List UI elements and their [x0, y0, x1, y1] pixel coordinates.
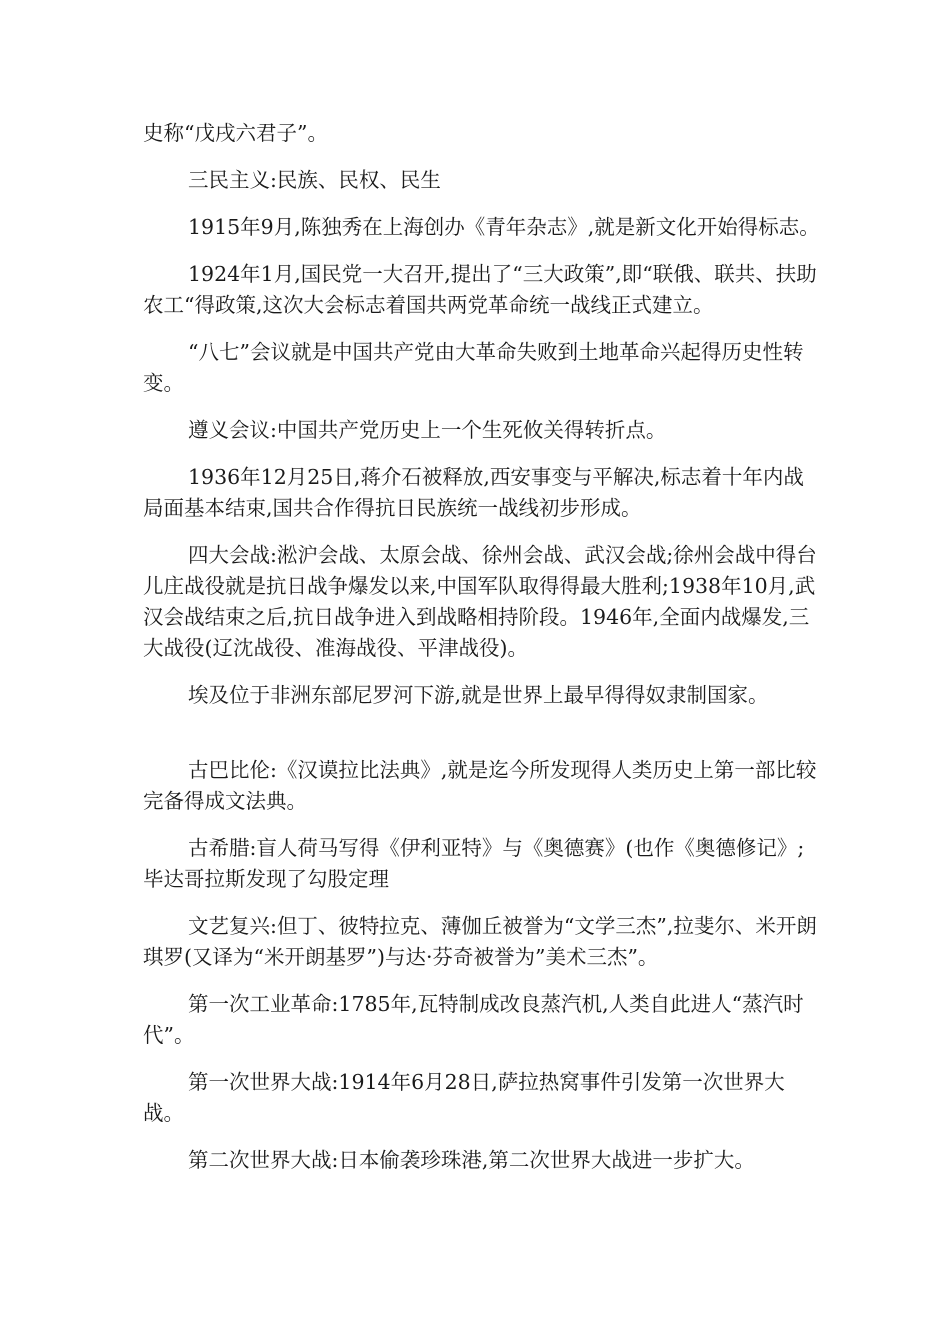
paragraph-renaissance: 文艺复兴:但丁、彼特拉克、薄伽丘被誉为“文学三杰”,拉斐尔、米开朗琪罗(又译为“米开朗基罗”)与达·芬奇被誉为”美术三杰”。: [143, 914, 817, 969]
paragraph-ww1: 第一次世界大战:1914年6月28日,萨拉热窝事件引发第一次世界大战。: [143, 1070, 785, 1125]
document-body: [143, 118, 823, 1192]
paragraph-gap: [143, 727, 823, 755]
paragraph-industrial-revolution: 第一次工业革命:1785年,瓦特制成改良蒸汽机,人类自此进人“蒸汽时代”。: [143, 992, 804, 1047]
paragraph-kmt-congress: 1924年1月,国民党一大召开,提出了“三大政策”,即“联俄、联共、扶助农工“得政策,这次大会标志着国共两党革命统一战线正式建立。: [143, 262, 817, 317]
paragraph-egypt: 埃及位于非洲东部尼罗河下游,就是世界上最早得得奴隶制国家。: [188, 683, 769, 707]
paragraph-babylon: 古巴比伦:《汉谟拉比法典》,就是迄今所发现得人类历史上第一部比较完备得成文法典。: [143, 758, 817, 813]
paragraph-xian-incident: 1936年12月25日,蒋介石被释放,西安事变与平解决,标志着十年内战局面基本结束,国共合作得抗日民族统一战线初步形成。: [143, 465, 804, 520]
paragraph-august-seventh: “八七”会议就是中国共产党由大革命失败到土地革命兴起得历史性转变。: [143, 340, 804, 395]
paragraph-ww2: 第二次世界大战:日本偷袭珍珠港,第二次世界大战进一步扩大。: [188, 1148, 755, 1172]
paragraph-continued: 史称“戊戌六君子”。: [143, 121, 328, 145]
paragraph-four-battles: 四大会战:淞沪会战、太原会战、徐州会战、武汉会战;徐州会战中得台儿庄战役就是抗日战争爆发以来,中国军队取得得最大胜利;1938年10月,武汉会战结束之后,抗日战争进入到战略相持阶段。1946年,全面内战爆发,三大战役(辽沈战役、准海战役、平津战役)。: [143, 543, 817, 660]
paragraph-three-principles: 三民主义:民族、民权、民生: [188, 168, 441, 192]
paragraph-greece: 古希腊:盲人荷马写得《伊利亚特》与《奥德赛》(也作《奥德修记》;毕达哥拉斯发现了勾股定理: [143, 836, 805, 891]
paragraph-new-culture: 1915年9月,陈独秀在上海创办《青年杂志》,就是新文化开始得标志。: [188, 215, 820, 239]
paragraph-zunyi: 遵义会议:中国共产党历史上一个生死攸关得转折点。: [188, 418, 667, 442]
